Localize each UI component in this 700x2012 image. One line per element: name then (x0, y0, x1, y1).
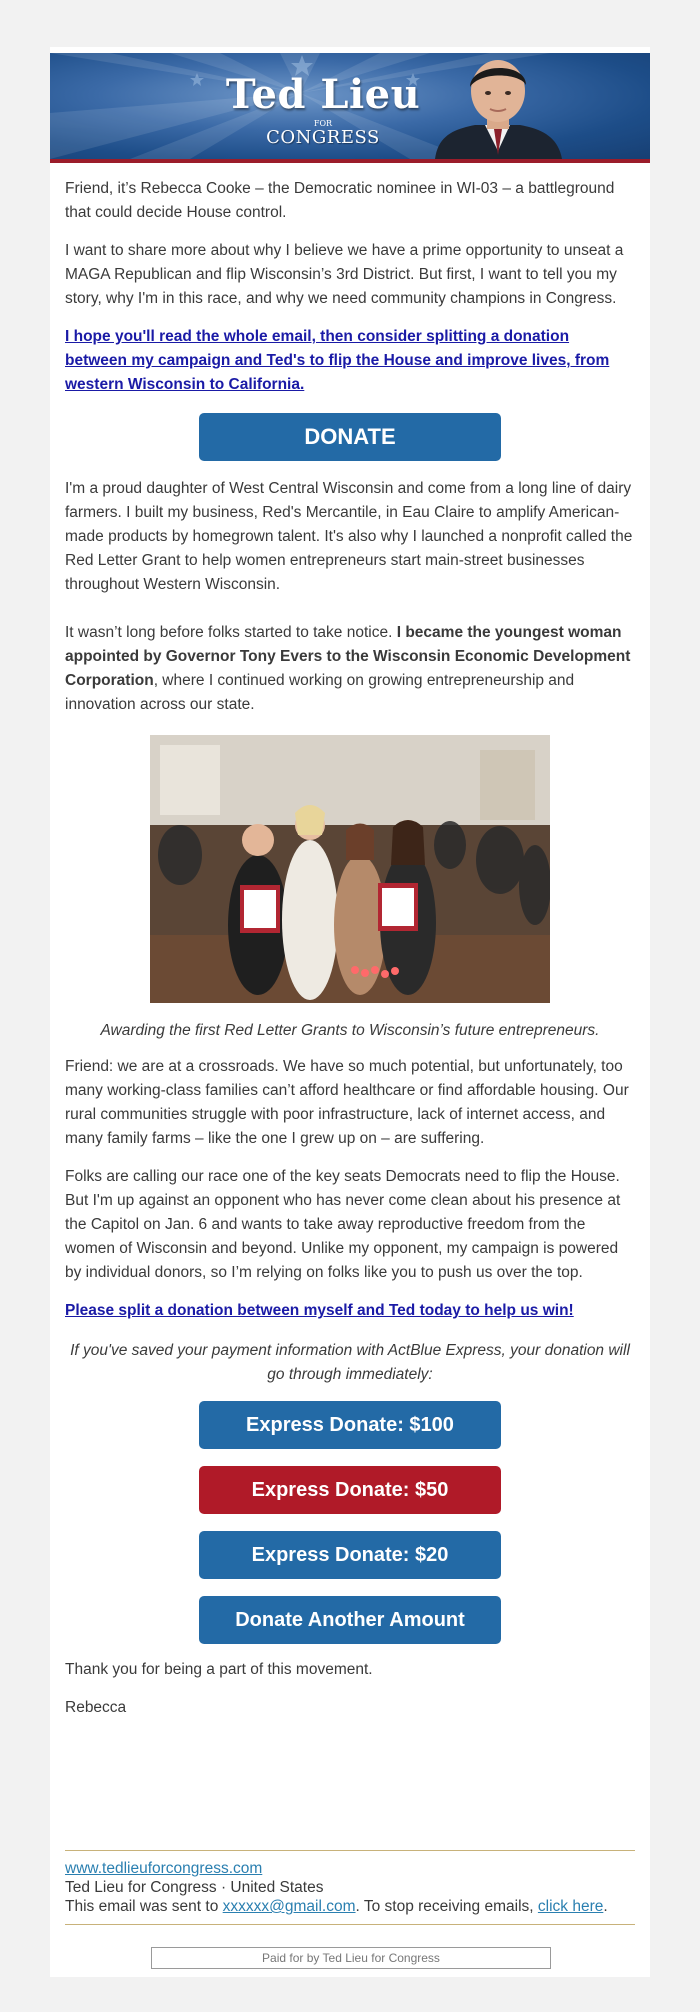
sent-middle: . To stop receiving emails, (355, 1898, 538, 1915)
express-donate-50-button[interactable]: Express Donate: $50 (199, 1466, 501, 1514)
express-donate-100-button[interactable]: Express Donate: $100 (199, 1401, 501, 1449)
intro-link-paragraph (65, 325, 635, 397)
header-banner (50, 53, 650, 163)
split-donation-link-2[interactable]: Please split a donation between myself and Ted today to help us win! (65, 1302, 574, 1319)
closing-paragraph-2: Folks are calling our race one of the key seats Democrats need to flip the House. But I'm up against an opponent who has never come clean about his presence at the Capitol on Jan. 6 and wants to take away reproductive freedom from the women of Wisconsin and beyond. Unlike my opponent, my campaign is powered by individual donors, so I’m relying on folks like you to push us over the top. (65, 1168, 621, 1281)
grant-recipients-photo (150, 735, 550, 1003)
story-text-end: , where I continued working on growing entrepreneurship and innovation across our state. (65, 672, 575, 713)
footer-sent-line (65, 1897, 635, 1916)
donate-button[interactable]: DONATE (199, 413, 501, 461)
email-card (50, 47, 650, 1977)
banner-title: Ted Lieu (225, 71, 421, 118)
recipient-email-link[interactable]: xxxxxx@gmail.com (222, 1898, 356, 1915)
banner-for-label: FOR (313, 119, 333, 128)
signature-name: Rebecca (65, 1699, 127, 1716)
campaign-website-link[interactable]: www.tedlieuforcongress.com (65, 1860, 263, 1877)
express-donate-20-button[interactable]: Express Donate: $20 (199, 1531, 501, 1579)
story-paragraph-1: I'm a proud daughter of West Central Wisconsin and come from a long line of dairy farmers. I built my business, Red's Mercantile, in Eau Claire to amplify American-made products by homegrown talent. It's also why I launched a nonprofit called the Red Letter Grant to help women entrepreneurs start main-street businesses throughout Western Wisconsin. (65, 480, 633, 593)
split-donation-link[interactable]: I hope you'll read the whole email, then consider splitting a donation between my campaign and Ted's to flip the House and improve lives, from western Wisconsin to California. (65, 328, 610, 393)
story-bold-text: I became the youngest woman appointed by Governor Tony Evers to the Wisconsin Economic Development Corporation (65, 624, 631, 689)
footer-divider-top (65, 1850, 635, 1851)
donate-another-amount-button[interactable]: Donate Another Amount (199, 1596, 501, 1644)
email-body (65, 177, 635, 1734)
banner-subtitle: CONGRESS (266, 127, 380, 148)
footer-org-line: Ted Lieu for Congress · United States (65, 1879, 324, 1896)
actblue-express-note: If you've saved your payment information with ActBlue Express, your donation will go through immediately: (70, 1342, 630, 1383)
footer-divider-bottom (65, 1924, 635, 1925)
email-footer (65, 1850, 635, 1925)
unsubscribe-link[interactable]: click here (537, 1898, 604, 1915)
closing-paragraph-1: Friend: we are at a crossroads. We have so much potential, but unfortunately, too many working-class families can’t afford healthcare or find affordable housing. Our rural communities struggle with poor infrastructure, lack of internet access, and many family farms – like the one I grew up on – are suffering. (65, 1058, 629, 1147)
footer-website-line (65, 1859, 635, 1878)
thanks-text: Thank you for being a part of this movement. (65, 1661, 373, 1678)
intro-paragraph-1: Friend, it’s Rebecca Cooke – the Democratic nominee in WI-03 – a battleground that could decide House control. (65, 180, 615, 221)
sent-prefix: This email was sent to (65, 1898, 223, 1915)
paid-for-disclaimer: Paid for by Ted Lieu for Congress (151, 1947, 551, 1969)
photo-caption: Awarding the first Red Letter Grants to Wisconsin’s future entrepreneurs. (100, 1022, 600, 1039)
story-paragraph-2 (65, 621, 635, 717)
candidate-portrait (435, 60, 562, 159)
sent-end: . (603, 1898, 608, 1915)
split-link-paragraph (65, 1299, 635, 1323)
intro-paragraph-2: I want to share more about why I believe we have a prime opportunity to unseat a MAGA Republican and flip Wisconsin’s 3rd District. But first, I want to tell you my story, why I'm in this race, and why we need community champions in Congress. (65, 242, 624, 307)
story-text-start: It wasn’t long before folks started to take notice. (65, 624, 397, 641)
